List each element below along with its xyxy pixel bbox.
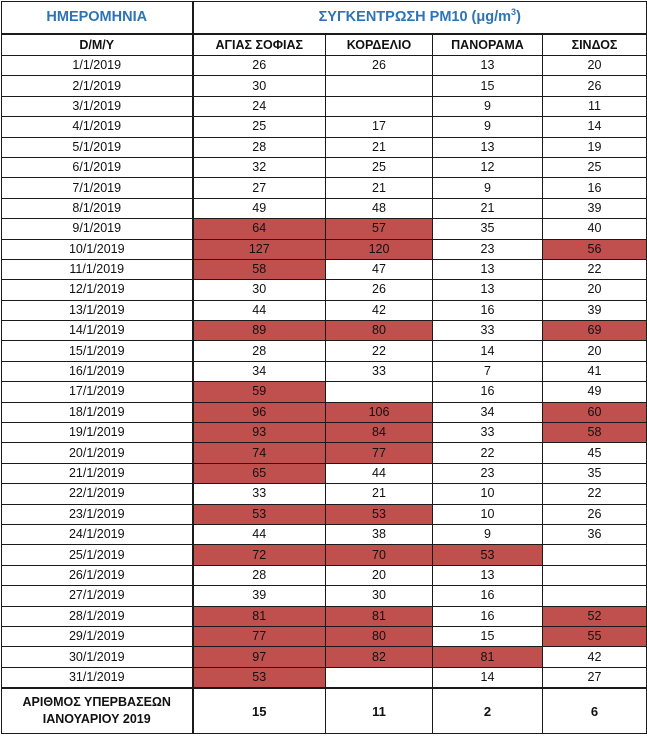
value-cell-sindos: 26 (543, 504, 647, 524)
date-cell: 25/1/2019 (2, 545, 193, 565)
date-cell: 30/1/2019 (2, 647, 193, 667)
value-cell-agias-sofias: 26 (193, 56, 326, 76)
value-cell-kordelio: 33 (326, 361, 433, 381)
value-cell-kordelio: 48 (326, 198, 433, 218)
table-row (2, 321, 647, 341)
value-cell-kordelio: 38 (326, 524, 433, 544)
value-cell-panorama: 14 (433, 341, 543, 361)
value-cell-agias-sofias: 81 (193, 606, 326, 626)
data-rows (2, 56, 647, 689)
value-cell-sindos: 69 (543, 321, 647, 341)
value-cell-agias-sofias: 28 (193, 137, 326, 157)
summary-label-line2: ΙΑΝΟΥΑΡΙΟΥ 2019 (42, 712, 151, 727)
value-cell-sindos: 55 (543, 626, 647, 646)
value-cell-sindos (543, 545, 647, 565)
date-cell: 12/1/2019 (2, 280, 193, 300)
station-header-agias-sofias: ΑΓΙΑΣ ΣΟΦΙΑΣ (193, 34, 326, 56)
value-cell-panorama: 9 (433, 524, 543, 544)
value-cell-panorama: 16 (433, 382, 543, 402)
value-cell-panorama: 9 (433, 96, 543, 116)
value-cell-kordelio: 80 (326, 626, 433, 646)
table-row (2, 423, 647, 443)
value-cell-sindos: 35 (543, 463, 647, 483)
table-row (2, 300, 647, 320)
value-cell-agias-sofias: 89 (193, 321, 326, 341)
value-cell-kordelio (326, 76, 433, 96)
value-cell-panorama: 16 (433, 606, 543, 626)
value-cell-agias-sofias: 97 (193, 647, 326, 667)
date-header: ΗΜΕΡΟΜΗΝΙΑ (2, 2, 193, 35)
value-cell-panorama: 33 (433, 423, 543, 443)
table-row (2, 443, 647, 463)
value-cell-agias-sofias: 44 (193, 524, 326, 544)
value-cell-sindos: 19 (543, 137, 647, 157)
value-cell-sindos (543, 586, 647, 606)
value-cell-sindos (543, 565, 647, 585)
value-cell-panorama: 13 (433, 565, 543, 585)
value-cell-agias-sofias: 28 (193, 565, 326, 585)
table-row (2, 361, 647, 381)
station-header-kordelio: ΚΟΡΔΕΛΙΟ (326, 34, 433, 56)
table-row (2, 504, 647, 524)
date-cell: 27/1/2019 (2, 586, 193, 606)
value-cell-kordelio: 80 (326, 321, 433, 341)
value-cell-agias-sofias: 30 (193, 76, 326, 96)
value-cell-agias-sofias: 53 (193, 504, 326, 524)
value-cell-panorama: 7 (433, 361, 543, 381)
value-cell-kordelio: 26 (326, 280, 433, 300)
value-cell-kordelio: 44 (326, 463, 433, 483)
value-cell-sindos: 41 (543, 361, 647, 381)
value-cell-kordelio: 77 (326, 443, 433, 463)
date-cell: 21/1/2019 (2, 463, 193, 483)
table-row (2, 463, 647, 483)
value-cell-sindos: 42 (543, 647, 647, 667)
table-row (2, 647, 647, 667)
table-row (2, 667, 647, 688)
value-cell-kordelio: 17 (326, 117, 433, 137)
concentration-label: ΣΥΓΚΕΝΤΡΩΣΗ PM10 (μg/m (318, 9, 512, 25)
value-cell-sindos: 39 (543, 300, 647, 320)
value-cell-kordelio (326, 96, 433, 116)
table-row (2, 280, 647, 300)
value-cell-panorama: 81 (433, 647, 543, 667)
table-row (2, 239, 647, 259)
value-cell-panorama: 23 (433, 463, 543, 483)
value-cell-sindos: 27 (543, 667, 647, 688)
value-cell-panorama: 10 (433, 504, 543, 524)
value-cell-kordelio (326, 382, 433, 402)
value-cell-kordelio: 106 (326, 402, 433, 422)
value-cell-agias-sofias: 25 (193, 117, 326, 137)
value-cell-kordelio: 25 (326, 157, 433, 177)
table-row (2, 56, 647, 76)
date-cell: 7/1/2019 (2, 178, 193, 198)
value-cell-kordelio: 21 (326, 484, 433, 504)
value-cell-sindos: 56 (543, 239, 647, 259)
value-cell-agias-sofias: 24 (193, 96, 326, 116)
value-cell-panorama: 21 (433, 198, 543, 218)
table-row (2, 198, 647, 218)
value-cell-panorama: 13 (433, 259, 543, 279)
pm10-table (1, 1, 647, 734)
value-cell-panorama: 53 (433, 545, 543, 565)
table-row (2, 219, 647, 239)
value-cell-agias-sofias: 72 (193, 545, 326, 565)
value-cell-panorama: 10 (433, 484, 543, 504)
value-cell-kordelio: 20 (326, 565, 433, 585)
table-row (2, 606, 647, 626)
date-cell: 23/1/2019 (2, 504, 193, 524)
value-cell-kordelio: 21 (326, 178, 433, 198)
value-cell-panorama: 16 (433, 300, 543, 320)
value-cell-sindos: 45 (543, 443, 647, 463)
table-row (2, 484, 647, 504)
value-cell-sindos: 20 (543, 341, 647, 361)
value-cell-agias-sofias: 27 (193, 178, 326, 198)
value-cell-kordelio (326, 667, 433, 688)
table-row (2, 402, 647, 422)
value-cell-agias-sofias: 93 (193, 423, 326, 443)
value-cell-kordelio: 26 (326, 56, 433, 76)
date-cell: 6/1/2019 (2, 157, 193, 177)
value-cell-panorama: 35 (433, 219, 543, 239)
date-cell: 1/1/2019 (2, 56, 193, 76)
summary-label-line1: ΑΡΙΘΜΟΣ ΥΠΕΡΒΑΣΕΩΝ (22, 695, 171, 710)
value-cell-kordelio: 30 (326, 586, 433, 606)
value-cell-panorama: 22 (433, 443, 543, 463)
value-cell-sindos: 49 (543, 382, 647, 402)
value-cell-sindos: 14 (543, 117, 647, 137)
date-cell: 29/1/2019 (2, 626, 193, 646)
column-header-row (2, 34, 647, 56)
date-cell: 8/1/2019 (2, 198, 193, 218)
value-cell-kordelio: 47 (326, 259, 433, 279)
value-cell-kordelio: 82 (326, 647, 433, 667)
value-cell-agias-sofias: 33 (193, 484, 326, 504)
value-cell-panorama: 9 (433, 117, 543, 137)
date-cell: 11/1/2019 (2, 259, 193, 279)
date-cell: 15/1/2019 (2, 341, 193, 361)
table-row (2, 524, 647, 544)
date-cell: 2/1/2019 (2, 76, 193, 96)
table-row (2, 96, 647, 116)
table-row (2, 157, 647, 177)
table-row (2, 626, 647, 646)
date-cell: 4/1/2019 (2, 117, 193, 137)
value-cell-agias-sofias: 49 (193, 198, 326, 218)
value-cell-panorama: 9 (433, 178, 543, 198)
value-cell-sindos: 58 (543, 423, 647, 443)
value-cell-panorama: 34 (433, 402, 543, 422)
value-cell-agias-sofias: 39 (193, 586, 326, 606)
value-cell-sindos: 20 (543, 56, 647, 76)
summary-count-sindos: 6 (543, 688, 647, 734)
value-cell-agias-sofias: 44 (193, 300, 326, 320)
station-header-panorama: ΠΑΝΟΡΑΜΑ (433, 34, 543, 56)
summary-count-agias-sofias: 15 (193, 688, 326, 734)
value-cell-panorama: 33 (433, 321, 543, 341)
table-row (2, 76, 647, 96)
value-cell-kordelio: 53 (326, 504, 433, 524)
date-cell: 9/1/2019 (2, 219, 193, 239)
value-cell-agias-sofias: 30 (193, 280, 326, 300)
table-row (2, 586, 647, 606)
value-cell-sindos: 60 (543, 402, 647, 422)
summary-count-kordelio: 11 (326, 688, 433, 734)
value-cell-panorama: 15 (433, 626, 543, 646)
unit-superscript: 3 (511, 7, 517, 18)
value-cell-sindos: 52 (543, 606, 647, 626)
date-cell: 26/1/2019 (2, 565, 193, 585)
value-cell-panorama: 13 (433, 137, 543, 157)
value-cell-kordelio: 42 (326, 300, 433, 320)
value-cell-agias-sofias: 28 (193, 341, 326, 361)
concentration-label-close: ) (516, 9, 521, 25)
date-cell: 17/1/2019 (2, 382, 193, 402)
date-cell: 13/1/2019 (2, 300, 193, 320)
date-cell: 10/1/2019 (2, 239, 193, 259)
date-cell: 18/1/2019 (2, 402, 193, 422)
table-row (2, 382, 647, 402)
value-cell-sindos: 16 (543, 178, 647, 198)
table-row (2, 178, 647, 198)
summary-row (2, 688, 647, 734)
date-cell: 31/1/2019 (2, 667, 193, 688)
value-cell-sindos: 20 (543, 280, 647, 300)
concentration-header (193, 2, 647, 35)
date-cell: 28/1/2019 (2, 606, 193, 626)
summary-label (2, 688, 193, 734)
value-cell-sindos: 11 (543, 96, 647, 116)
value-cell-kordelio: 57 (326, 219, 433, 239)
value-cell-panorama: 12 (433, 157, 543, 177)
value-cell-sindos: 39 (543, 198, 647, 218)
value-cell-sindos: 40 (543, 219, 647, 239)
value-cell-agias-sofias: 65 (193, 463, 326, 483)
date-cell: 19/1/2019 (2, 423, 193, 443)
value-cell-agias-sofias: 53 (193, 667, 326, 688)
value-cell-sindos: 22 (543, 484, 647, 504)
value-cell-agias-sofias: 127 (193, 239, 326, 259)
value-cell-sindos: 36 (543, 524, 647, 544)
value-cell-panorama: 13 (433, 56, 543, 76)
value-cell-agias-sofias: 96 (193, 402, 326, 422)
table-row (2, 565, 647, 585)
table-row (2, 259, 647, 279)
value-cell-kordelio: 120 (326, 239, 433, 259)
value-cell-panorama: 13 (433, 280, 543, 300)
date-format-header: D/M/Y (2, 34, 193, 56)
value-cell-agias-sofias: 34 (193, 361, 326, 381)
value-cell-kordelio: 84 (326, 423, 433, 443)
value-cell-agias-sofias: 64 (193, 219, 326, 239)
table-row (2, 545, 647, 565)
value-cell-panorama: 23 (433, 239, 543, 259)
value-cell-panorama: 15 (433, 76, 543, 96)
value-cell-kordelio: 70 (326, 545, 433, 565)
table-row (2, 117, 647, 137)
value-cell-panorama: 14 (433, 667, 543, 688)
header-row (2, 2, 647, 35)
value-cell-agias-sofias: 32 (193, 157, 326, 177)
value-cell-sindos: 22 (543, 259, 647, 279)
value-cell-sindos: 26 (543, 76, 647, 96)
table-row (2, 341, 647, 361)
date-cell: 24/1/2019 (2, 524, 193, 544)
value-cell-kordelio: 81 (326, 606, 433, 626)
date-cell: 5/1/2019 (2, 137, 193, 157)
value-cell-agias-sofias: 58 (193, 259, 326, 279)
date-cell: 14/1/2019 (2, 321, 193, 341)
date-cell: 22/1/2019 (2, 484, 193, 504)
value-cell-agias-sofias: 74 (193, 443, 326, 463)
value-cell-kordelio: 22 (326, 341, 433, 361)
value-cell-agias-sofias: 77 (193, 626, 326, 646)
table-row (2, 137, 647, 157)
summary-count-panorama: 2 (433, 688, 543, 734)
value-cell-kordelio: 21 (326, 137, 433, 157)
date-cell: 16/1/2019 (2, 361, 193, 381)
value-cell-sindos: 25 (543, 157, 647, 177)
date-cell: 3/1/2019 (2, 96, 193, 116)
station-header-sindos: ΣΙΝΔΟΣ (543, 34, 647, 56)
value-cell-panorama: 16 (433, 586, 543, 606)
date-cell: 20/1/2019 (2, 443, 193, 463)
value-cell-agias-sofias: 59 (193, 382, 326, 402)
